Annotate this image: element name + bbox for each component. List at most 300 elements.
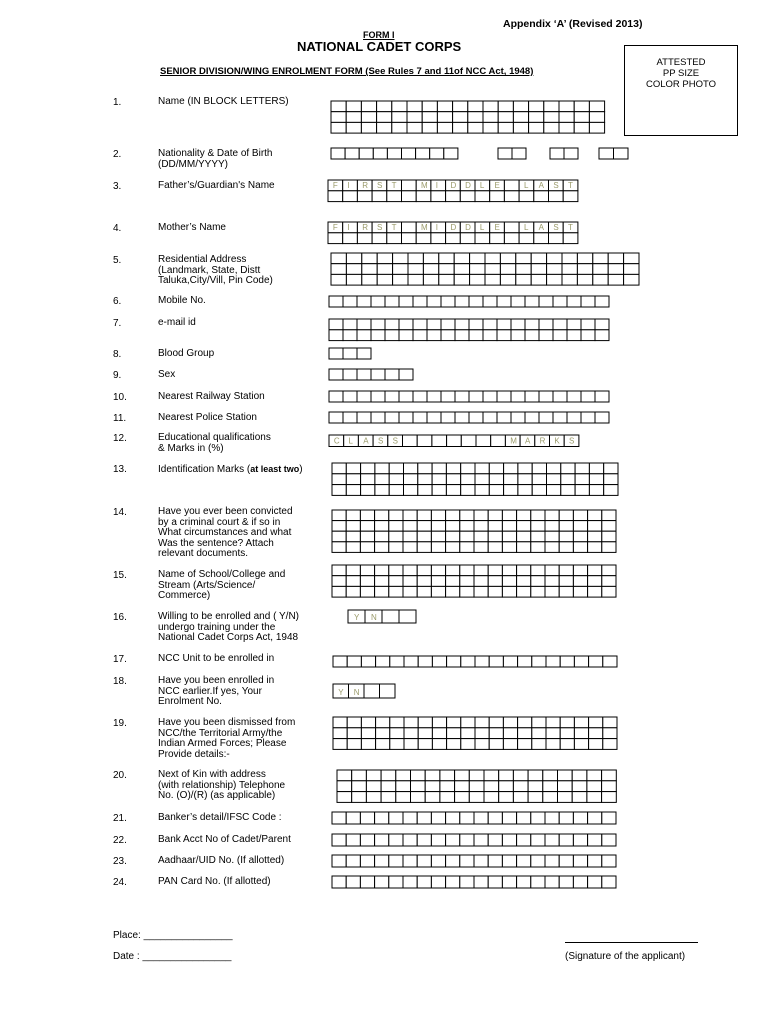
char-box[interactable] bbox=[589, 728, 603, 739]
char-box[interactable] bbox=[328, 191, 343, 202]
char-box[interactable] bbox=[588, 876, 602, 888]
char-box[interactable] bbox=[489, 656, 503, 667]
char-box[interactable] bbox=[352, 770, 367, 781]
char-box[interactable] bbox=[516, 264, 531, 275]
char-box[interactable] bbox=[413, 330, 427, 341]
char-box[interactable] bbox=[475, 739, 489, 750]
signature-line[interactable] bbox=[565, 942, 698, 943]
char-box[interactable] bbox=[346, 855, 360, 867]
char-box[interactable] bbox=[560, 717, 574, 728]
char-box[interactable] bbox=[488, 812, 502, 824]
char-box[interactable] bbox=[447, 717, 461, 728]
char-box[interactable] bbox=[461, 474, 475, 485]
char-box[interactable] bbox=[513, 112, 528, 123]
char-box[interactable] bbox=[389, 855, 403, 867]
conviction-grid[interactable] bbox=[332, 510, 616, 552]
char-box[interactable] bbox=[404, 485, 418, 496]
char-box[interactable] bbox=[489, 739, 503, 750]
char-box[interactable] bbox=[422, 112, 437, 123]
char-box[interactable] bbox=[517, 586, 531, 597]
date-field[interactable]: Date : ________________ bbox=[113, 951, 232, 962]
char-box[interactable] bbox=[446, 542, 460, 553]
char-box[interactable] bbox=[460, 586, 474, 597]
char-box[interactable] bbox=[455, 319, 469, 330]
char-box[interactable] bbox=[589, 463, 603, 474]
char-box[interactable] bbox=[432, 474, 446, 485]
char-box[interactable] bbox=[385, 296, 399, 307]
char-box[interactable] bbox=[499, 792, 514, 803]
char-box[interactable] bbox=[408, 253, 423, 264]
char-box[interactable] bbox=[517, 531, 531, 542]
char-box[interactable] bbox=[581, 319, 595, 330]
char-box[interactable] bbox=[418, 739, 432, 750]
char-box[interactable] bbox=[504, 233, 519, 244]
char-box[interactable] bbox=[573, 542, 587, 553]
aadhaar-grid[interactable] bbox=[332, 855, 616, 867]
char-box[interactable] bbox=[469, 319, 483, 330]
char-box[interactable] bbox=[446, 474, 460, 485]
char-box[interactable] bbox=[475, 233, 490, 244]
char-box[interactable] bbox=[432, 717, 446, 728]
char-box[interactable] bbox=[403, 855, 417, 867]
char-box[interactable] bbox=[376, 728, 390, 739]
char-box[interactable] bbox=[366, 770, 381, 781]
char-box[interactable] bbox=[504, 222, 519, 233]
char-box[interactable] bbox=[346, 576, 360, 587]
char-box[interactable] bbox=[441, 412, 455, 423]
char-box[interactable] bbox=[608, 253, 623, 264]
char-box[interactable] bbox=[574, 101, 589, 112]
char-box[interactable] bbox=[488, 565, 502, 576]
char-box[interactable] bbox=[545, 876, 559, 888]
char-box[interactable] bbox=[469, 792, 484, 803]
char-box[interactable] bbox=[385, 369, 399, 380]
char-box[interactable] bbox=[547, 463, 561, 474]
char-box[interactable] bbox=[332, 586, 346, 597]
char-box[interactable] bbox=[589, 474, 603, 485]
char-box[interactable] bbox=[376, 656, 390, 667]
char-box[interactable] bbox=[563, 191, 578, 202]
char-box[interactable] bbox=[497, 319, 511, 330]
char-box[interactable] bbox=[474, 576, 488, 587]
char-box[interactable] bbox=[602, 792, 617, 803]
char-box[interactable] bbox=[390, 656, 404, 667]
char-box[interactable] bbox=[589, 717, 603, 728]
char-box[interactable] bbox=[474, 531, 488, 542]
char-box[interactable] bbox=[402, 222, 417, 233]
char-box[interactable] bbox=[402, 191, 417, 202]
char-box[interactable] bbox=[375, 855, 389, 867]
char-box[interactable] bbox=[499, 781, 514, 792]
char-box[interactable] bbox=[389, 531, 403, 542]
char-box[interactable] bbox=[454, 264, 469, 275]
char-box[interactable] bbox=[446, 812, 460, 824]
char-box[interactable] bbox=[357, 330, 371, 341]
char-box[interactable] bbox=[588, 576, 602, 587]
char-box[interactable] bbox=[513, 792, 528, 803]
char-box[interactable] bbox=[491, 435, 506, 447]
char-box[interactable] bbox=[453, 101, 468, 112]
char-box[interactable] bbox=[498, 112, 513, 123]
char-box[interactable] bbox=[347, 739, 361, 750]
char-box[interactable] bbox=[532, 739, 546, 750]
char-box[interactable] bbox=[475, 463, 489, 474]
char-box[interactable] bbox=[343, 369, 357, 380]
char-box[interactable] bbox=[346, 253, 361, 264]
char-box[interactable] bbox=[343, 319, 357, 330]
char-box[interactable] bbox=[497, 296, 511, 307]
char-box[interactable] bbox=[587, 781, 602, 792]
char-box[interactable] bbox=[396, 781, 411, 792]
char-box[interactable] bbox=[360, 542, 374, 553]
char-box[interactable] bbox=[372, 191, 387, 202]
char-box[interactable] bbox=[346, 122, 361, 133]
char-box[interactable] bbox=[446, 521, 460, 532]
char-box[interactable] bbox=[547, 274, 562, 285]
char-box[interactable] bbox=[347, 728, 361, 739]
char-box[interactable] bbox=[389, 521, 403, 532]
char-box[interactable] bbox=[489, 485, 503, 496]
char-box[interactable] bbox=[390, 717, 404, 728]
char-box[interactable] bbox=[422, 101, 437, 112]
char-box[interactable] bbox=[446, 485, 460, 496]
char-box[interactable] bbox=[468, 101, 483, 112]
char-box[interactable] bbox=[581, 330, 595, 341]
char-box[interactable] bbox=[343, 391, 357, 402]
char-box[interactable] bbox=[602, 834, 616, 846]
char-box[interactable] bbox=[531, 264, 546, 275]
char-box[interactable] bbox=[407, 122, 422, 133]
char-box[interactable] bbox=[545, 576, 559, 587]
char-box[interactable] bbox=[360, 565, 374, 576]
char-box[interactable] bbox=[446, 191, 461, 202]
char-box[interactable] bbox=[518, 463, 532, 474]
char-box[interactable] bbox=[588, 586, 602, 597]
char-box[interactable] bbox=[561, 463, 575, 474]
char-box[interactable] bbox=[545, 521, 559, 532]
char-box[interactable] bbox=[460, 233, 475, 244]
char-box[interactable] bbox=[500, 253, 515, 264]
char-box[interactable] bbox=[488, 876, 502, 888]
char-box[interactable] bbox=[573, 812, 587, 824]
char-box[interactable] bbox=[427, 319, 441, 330]
char-box[interactable] bbox=[361, 739, 375, 750]
char-box[interactable] bbox=[371, 296, 385, 307]
char-box[interactable] bbox=[360, 510, 374, 521]
char-box[interactable] bbox=[364, 684, 380, 698]
char-box[interactable] bbox=[573, 521, 587, 532]
char-box[interactable] bbox=[382, 610, 399, 623]
char-box[interactable] bbox=[346, 474, 360, 485]
char-box[interactable] bbox=[376, 739, 390, 750]
char-box[interactable] bbox=[357, 296, 371, 307]
char-box[interactable] bbox=[403, 834, 417, 846]
char-box[interactable] bbox=[461, 739, 475, 750]
char-box[interactable] bbox=[553, 296, 567, 307]
char-box[interactable] bbox=[469, 781, 484, 792]
char-box[interactable] bbox=[362, 274, 377, 285]
char-box[interactable] bbox=[404, 656, 418, 667]
char-box[interactable] bbox=[474, 834, 488, 846]
char-box[interactable] bbox=[588, 855, 602, 867]
char-box[interactable] bbox=[589, 122, 604, 133]
char-box[interactable] bbox=[389, 834, 403, 846]
char-box[interactable] bbox=[357, 369, 371, 380]
char-box[interactable] bbox=[343, 330, 357, 341]
char-box[interactable] bbox=[602, 770, 617, 781]
char-box[interactable] bbox=[403, 812, 417, 824]
char-box[interactable] bbox=[489, 728, 503, 739]
dob-month-grid[interactable] bbox=[550, 148, 578, 159]
char-box[interactable] bbox=[377, 253, 392, 264]
char-box[interactable] bbox=[497, 412, 511, 423]
char-box[interactable] bbox=[504, 180, 519, 191]
char-box[interactable] bbox=[357, 348, 371, 359]
char-box[interactable] bbox=[333, 739, 347, 750]
char-box[interactable] bbox=[484, 781, 499, 792]
char-box[interactable] bbox=[431, 180, 446, 191]
char-box[interactable] bbox=[431, 565, 445, 576]
char-box[interactable] bbox=[474, 876, 488, 888]
char-box[interactable] bbox=[559, 510, 573, 521]
char-box[interactable] bbox=[455, 330, 469, 341]
char-box[interactable] bbox=[418, 485, 432, 496]
next-of-kin-grid[interactable] bbox=[337, 770, 616, 802]
char-box[interactable] bbox=[399, 412, 413, 423]
char-box[interactable] bbox=[489, 474, 503, 485]
char-box[interactable] bbox=[475, 191, 490, 202]
char-box[interactable] bbox=[562, 264, 577, 275]
char-box[interactable] bbox=[455, 296, 469, 307]
char-box[interactable] bbox=[453, 112, 468, 123]
char-box[interactable] bbox=[545, 510, 559, 521]
dob-day-grid[interactable] bbox=[498, 148, 526, 159]
char-box[interactable] bbox=[377, 274, 392, 285]
char-box[interactable] bbox=[460, 565, 474, 576]
char-box[interactable] bbox=[447, 728, 461, 739]
char-box[interactable] bbox=[332, 576, 346, 587]
char-box[interactable] bbox=[564, 148, 578, 159]
char-box[interactable] bbox=[461, 728, 475, 739]
char-box[interactable] bbox=[559, 112, 574, 123]
char-box[interactable] bbox=[559, 542, 573, 553]
char-box[interactable] bbox=[516, 253, 531, 264]
char-box[interactable] bbox=[347, 717, 361, 728]
char-box[interactable] bbox=[483, 412, 497, 423]
char-box[interactable] bbox=[361, 101, 376, 112]
char-box[interactable] bbox=[518, 739, 532, 750]
char-box[interactable] bbox=[393, 253, 408, 264]
char-box[interactable] bbox=[469, 770, 484, 781]
char-box[interactable] bbox=[371, 369, 385, 380]
char-box[interactable] bbox=[532, 485, 546, 496]
char-box[interactable] bbox=[547, 264, 562, 275]
char-box[interactable] bbox=[531, 876, 545, 888]
char-box[interactable] bbox=[624, 274, 639, 285]
char-box[interactable] bbox=[431, 576, 445, 587]
name-grid[interactable] bbox=[331, 101, 605, 133]
char-box[interactable] bbox=[559, 101, 574, 112]
char-box[interactable] bbox=[332, 485, 346, 496]
char-box[interactable] bbox=[437, 101, 452, 112]
char-box[interactable] bbox=[553, 391, 567, 402]
char-box[interactable] bbox=[588, 542, 602, 553]
char-box[interactable] bbox=[517, 521, 531, 532]
char-box[interactable] bbox=[329, 391, 343, 402]
char-box[interactable] bbox=[512, 148, 526, 159]
char-box[interactable] bbox=[417, 510, 431, 521]
char-box[interactable] bbox=[513, 101, 528, 112]
char-box[interactable] bbox=[489, 463, 503, 474]
char-box[interactable] bbox=[408, 264, 423, 275]
char-box[interactable] bbox=[390, 739, 404, 750]
place-field[interactable]: Place: ________________ bbox=[113, 930, 233, 941]
char-box[interactable] bbox=[377, 101, 392, 112]
char-box[interactable] bbox=[567, 330, 581, 341]
char-box[interactable] bbox=[534, 191, 549, 202]
char-box[interactable] bbox=[589, 101, 604, 112]
char-box[interactable] bbox=[502, 876, 516, 888]
char-box[interactable] bbox=[446, 586, 460, 597]
char-box[interactable] bbox=[599, 148, 614, 159]
char-box[interactable] bbox=[558, 781, 573, 792]
char-box[interactable] bbox=[485, 264, 500, 275]
char-box[interactable] bbox=[546, 656, 560, 667]
char-box[interactable] bbox=[380, 684, 396, 698]
char-box[interactable] bbox=[362, 253, 377, 264]
char-box[interactable] bbox=[489, 717, 503, 728]
char-box[interactable] bbox=[389, 485, 403, 496]
char-box[interactable] bbox=[518, 717, 532, 728]
char-box[interactable] bbox=[502, 542, 516, 553]
char-box[interactable] bbox=[427, 391, 441, 402]
char-box[interactable] bbox=[461, 485, 475, 496]
char-box[interactable] bbox=[446, 834, 460, 846]
char-box[interactable] bbox=[488, 576, 502, 587]
char-box[interactable] bbox=[574, 122, 589, 133]
char-box[interactable] bbox=[377, 122, 392, 133]
char-box[interactable] bbox=[392, 122, 407, 133]
char-box[interactable] bbox=[545, 542, 559, 553]
char-box[interactable] bbox=[385, 412, 399, 423]
char-box[interactable] bbox=[531, 521, 545, 532]
education-grid[interactable] bbox=[329, 435, 579, 447]
char-box[interactable] bbox=[587, 770, 602, 781]
char-box[interactable] bbox=[352, 781, 367, 792]
char-box[interactable] bbox=[331, 101, 346, 112]
char-box[interactable] bbox=[377, 264, 392, 275]
char-box[interactable] bbox=[532, 463, 546, 474]
char-box[interactable] bbox=[559, 521, 573, 532]
char-box[interactable] bbox=[357, 233, 372, 244]
char-box[interactable] bbox=[399, 610, 416, 623]
char-box[interactable] bbox=[343, 233, 358, 244]
char-box[interactable] bbox=[389, 510, 403, 521]
char-box[interactable] bbox=[468, 122, 483, 133]
char-box[interactable] bbox=[483, 122, 498, 133]
char-box[interactable] bbox=[403, 435, 418, 447]
char-box[interactable] bbox=[360, 812, 374, 824]
char-box[interactable] bbox=[588, 812, 602, 824]
char-box[interactable] bbox=[573, 531, 587, 542]
char-box[interactable] bbox=[567, 391, 581, 402]
char-box[interactable] bbox=[475, 485, 489, 496]
char-box[interactable] bbox=[360, 876, 374, 888]
char-box[interactable] bbox=[390, 728, 404, 739]
char-box[interactable] bbox=[331, 122, 346, 133]
char-box[interactable] bbox=[531, 253, 546, 264]
char-box[interactable] bbox=[431, 542, 445, 553]
sex-grid[interactable] bbox=[329, 369, 413, 380]
char-box[interactable] bbox=[488, 510, 502, 521]
char-box[interactable] bbox=[602, 855, 616, 867]
char-box[interactable] bbox=[375, 531, 389, 542]
char-box[interactable] bbox=[603, 656, 617, 667]
char-box[interactable] bbox=[567, 296, 581, 307]
char-box[interactable] bbox=[389, 576, 403, 587]
char-box[interactable] bbox=[498, 148, 512, 159]
char-box[interactable] bbox=[483, 101, 498, 112]
char-box[interactable] bbox=[474, 812, 488, 824]
char-box[interactable] bbox=[331, 274, 346, 285]
char-box[interactable] bbox=[490, 191, 505, 202]
char-box[interactable] bbox=[404, 717, 418, 728]
char-box[interactable] bbox=[558, 792, 573, 803]
char-box[interactable] bbox=[403, 542, 417, 553]
char-box[interactable] bbox=[447, 656, 461, 667]
char-box[interactable] bbox=[373, 148, 387, 159]
char-box[interactable] bbox=[389, 565, 403, 576]
char-box[interactable] bbox=[431, 876, 445, 888]
char-box[interactable] bbox=[431, 855, 445, 867]
char-box[interactable] bbox=[431, 521, 445, 532]
char-box[interactable] bbox=[403, 876, 417, 888]
char-box[interactable] bbox=[418, 463, 432, 474]
char-box[interactable] bbox=[461, 717, 475, 728]
char-box[interactable] bbox=[376, 717, 390, 728]
char-box[interactable] bbox=[371, 330, 385, 341]
char-box[interactable] bbox=[413, 391, 427, 402]
bank-account-grid[interactable] bbox=[332, 834, 616, 846]
char-box[interactable] bbox=[504, 463, 518, 474]
char-box[interactable] bbox=[399, 319, 413, 330]
char-box[interactable] bbox=[366, 781, 381, 792]
char-box[interactable] bbox=[418, 728, 432, 739]
char-box[interactable] bbox=[389, 812, 403, 824]
char-box[interactable] bbox=[332, 474, 346, 485]
char-box[interactable] bbox=[392, 101, 407, 112]
char-box[interactable] bbox=[453, 122, 468, 133]
char-box[interactable] bbox=[455, 391, 469, 402]
char-box[interactable] bbox=[389, 876, 403, 888]
char-box[interactable] bbox=[346, 101, 361, 112]
char-box[interactable] bbox=[399, 330, 413, 341]
char-box[interactable] bbox=[559, 876, 573, 888]
char-box[interactable] bbox=[567, 412, 581, 423]
char-box[interactable] bbox=[513, 781, 528, 792]
char-box[interactable] bbox=[513, 770, 528, 781]
char-box[interactable] bbox=[595, 296, 609, 307]
char-box[interactable] bbox=[544, 101, 559, 112]
char-box[interactable] bbox=[531, 586, 545, 597]
char-box[interactable] bbox=[396, 770, 411, 781]
char-box[interactable] bbox=[572, 781, 587, 792]
char-box[interactable] bbox=[517, 510, 531, 521]
char-box[interactable] bbox=[587, 792, 602, 803]
char-box[interactable] bbox=[389, 474, 403, 485]
char-box[interactable] bbox=[432, 728, 446, 739]
char-box[interactable] bbox=[389, 463, 403, 474]
